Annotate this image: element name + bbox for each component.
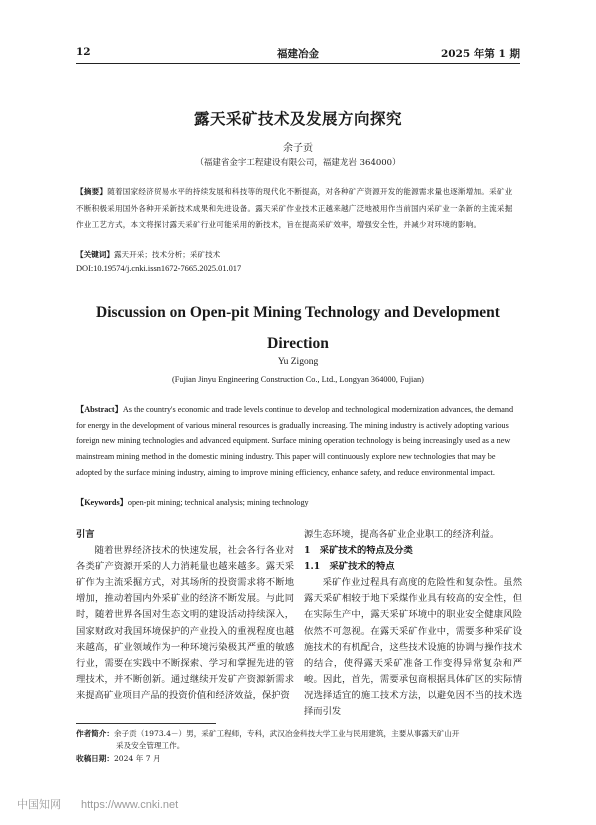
keywords-chinese-text: 露天开采；技术分析；采矿技术 [113,250,221,259]
section-1-1-paragraph: 采矿作业过程具有高度的危险性和复杂性。虽然露天采矿相较于地下采煤作业具有较高的安全性，但在实际生产中，露天采矿环境中的职业安全健康风险依然不可忽视。在露天采矿作业中，需要多种采矿设施技术的有机配合，这些技术设施的协调与操作技术的结合，使得露天采矿准备工作变得异常复杂和严峻。因此，首先，需要承包商根据具体矿区的实际情况选择适宜的施工技术方法，以避免因不当的技术选择而引发 [304,577,522,718]
author-bio [76,728,520,740]
author-bio-continuation: 采及安全管理工作。 [116,741,185,751]
abstract-chinese-text: 随着国家经济贸易水平的持续发展和科技等的现代化不断提高，对各种矿产资源开发的能源需求量也逐渐增加。采矿业不断积极采用国外各种开采新技术成果和先进设备。露天采矿作业技术正越来越广泛地被用作当前国内采矿业一条新的主流采掘作业工艺方式，本文将探讨露天采矿行业可能采用的新技术，旨在提高采矿效率，增强安全性，并减少对环境的影响。 [76,187,513,229]
received-date-label: 收稿日期： [76,753,114,763]
issue-label: 2025 年第 1 期 [441,48,520,60]
affiliation-chinese: （福建省金宇工程建设有限公司，福建龙岩 364000） [195,158,401,168]
abstract-chinese-label: 【摘要】 [76,187,108,196]
watermark-brand: 中国知网 [17,799,61,811]
keywords-chinese [76,249,520,261]
author-bio-label: 作者简介： [76,729,114,738]
author-bio-text: 余子贡（1973.4－）男，采矿工程师，专科，武汉冶金科技大学工业与民用建筑，主要从事露天矿山开 [113,729,460,738]
abstract-english [76,402,520,481]
affiliation-english: (Fujian Jinyu Engineering Construction Co., Ltd., Longyan 364000, Fujian) [172,375,424,384]
journal-name: 福建冶金 [277,48,319,60]
introduction-paragraph: 随着世界经济技术的快速发展，社会各行各业对各类矿产资源开采的人力消耗量也越来越多。露天采矿作为主流采掘方式，对其场所的投资需求将不断地增加，推动着国内外采矿业的经济不断发展。与此同时，随着世界各国对生态文明的建设活动持续深入，国家财政对我国环境保护的产业投入的重视程度也越来越高，矿业领域作为一种环境污染极其严重的敏感行业，需要在实践中不断探索、学习和掌握先进的管理技术，并不断创新。通过继续开发矿产资源新需求来提高矿业项目产品的投资价值和经济效益，保护资 [76,545,294,701]
section-1-heading: 1 采矿技术的特点及分类 [304,545,413,557]
footnote-divider [76,723,216,724]
received-date-text: 2024 年 7 月 [113,753,161,763]
watermark-url: https://www.cnki.net [81,799,179,811]
author-english: Yu Zigong [277,357,319,367]
footnote [76,728,520,765]
keywords-english [76,497,520,508]
author-chinese: 余子贡 [283,143,313,154]
introduction-continuation: 源生态环境，提高各矿业企业职工的经济利益。 [304,529,500,540]
received-date [76,753,520,765]
header-divider [76,63,520,64]
cnki-watermark [17,796,178,812]
abstract-english-label: 【Abstract】 [76,405,123,414]
title-english: Discussion on Open-pit Mining Technology and Development Direction [96,304,500,352]
page-header [76,46,520,62]
keywords-english-text: open-pit mining; technical analysis; mining technology [127,498,309,507]
body-column-right [304,527,522,720]
introduction-heading: 引言 [76,529,95,540]
page-number: 12 [76,46,91,58]
abstract-english-text: As the country's economic and trade levels continue to develop and technological modernization advances, the demand for energy in the development of various mineral resources is gradually increasing. The mining industry is actively adopting various foreign new mining technologies and advanced equipment. Surface mining operation technology is being increasingly used as a new mainstream mining method in the domestic mining industry. This paper will continuously explore new technologies that may be adopted by the surface mining industry, aiming to improve mining efficiency, enhance safety, and reduce environmental impact. [76,405,514,477]
abstract-chinese [76,184,520,234]
body-column-left [76,527,294,704]
section-1-1-heading: 1.1 采矿技术的特点 [304,561,395,573]
keywords-english-label: 【Keywords】 [76,498,128,507]
doi-line: DOI:10.19574/j.cnki.issn1672-7665.2025.01.017 [76,264,242,273]
keywords-chinese-label: 【关键词】 [76,250,114,259]
title-chinese: 露天采矿技术及发展方向探究 [193,109,402,128]
